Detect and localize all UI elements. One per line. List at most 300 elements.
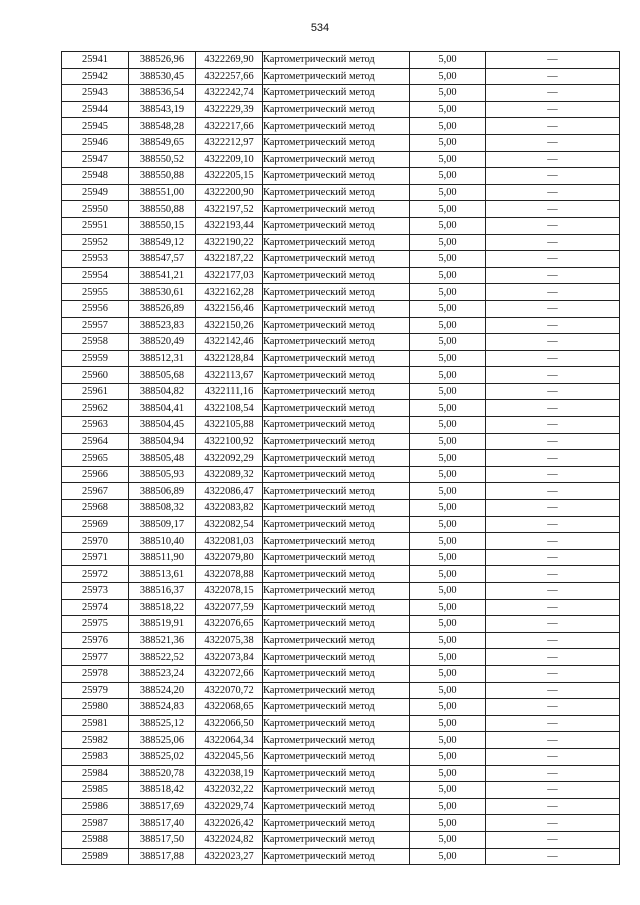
table-row <box>62 201 620 218</box>
accuracy-cell: 5,00 <box>410 433 486 450</box>
point-number-cell: 25989 <box>62 848 129 865</box>
method-cell: Картометрический метод <box>263 118 410 135</box>
x-coordinate-cell: 388516,37 <box>129 583 196 600</box>
point-number-cell: 25974 <box>62 599 129 616</box>
table-row <box>62 583 620 600</box>
accuracy-cell: 5,00 <box>410 400 486 417</box>
accuracy-cell: 5,00 <box>410 699 486 716</box>
method-cell: Картометрический метод <box>263 682 410 699</box>
accuracy-cell: 5,00 <box>410 815 486 832</box>
point-number-cell: 25953 <box>62 251 129 268</box>
y-coordinate-cell: 4322068,65 <box>196 699 263 716</box>
y-coordinate-cell: 4322081,03 <box>196 533 263 550</box>
x-coordinate-cell: 388549,12 <box>129 234 196 251</box>
y-coordinate-cell: 4322111,16 <box>196 383 263 400</box>
table-row <box>62 334 620 351</box>
note-cell: — <box>486 815 620 832</box>
y-coordinate-cell: 4322212,97 <box>196 134 263 151</box>
table-row <box>62 500 620 517</box>
note-cell: — <box>486 68 620 85</box>
x-coordinate-cell: 388518,42 <box>129 782 196 799</box>
note-cell: — <box>486 284 620 301</box>
point-number-cell: 25980 <box>62 699 129 716</box>
accuracy-cell: 5,00 <box>410 184 486 201</box>
table-row <box>62 367 620 384</box>
accuracy-cell: 5,00 <box>410 383 486 400</box>
table-row <box>62 168 620 185</box>
accuracy-cell: 5,00 <box>410 234 486 251</box>
table-row <box>62 101 620 118</box>
table-row <box>62 251 620 268</box>
y-coordinate-cell: 4322217,66 <box>196 118 263 135</box>
table-row <box>62 632 620 649</box>
method-cell: Картометрический метод <box>263 168 410 185</box>
y-coordinate-cell: 4322162,28 <box>196 284 263 301</box>
table-row <box>62 267 620 284</box>
point-number-cell: 25982 <box>62 732 129 749</box>
y-coordinate-cell: 4322190,22 <box>196 234 263 251</box>
point-number-cell: 25973 <box>62 583 129 600</box>
x-coordinate-cell: 388505,68 <box>129 367 196 384</box>
point-number-cell: 25984 <box>62 765 129 782</box>
accuracy-cell: 5,00 <box>410 831 486 848</box>
table-row <box>62 317 620 334</box>
point-number-cell: 25972 <box>62 566 129 583</box>
x-coordinate-cell: 388517,88 <box>129 848 196 865</box>
method-cell: Картометрический метод <box>263 616 410 633</box>
y-coordinate-cell: 4322038,19 <box>196 765 263 782</box>
method-cell: Картометрический метод <box>263 251 410 268</box>
x-coordinate-cell: 388505,48 <box>129 450 196 467</box>
point-number-cell: 25987 <box>62 815 129 832</box>
table-row <box>62 533 620 550</box>
x-coordinate-cell: 388508,32 <box>129 500 196 517</box>
method-cell: Картометрический метод <box>263 815 410 832</box>
accuracy-cell: 5,00 <box>410 500 486 517</box>
x-coordinate-cell: 388520,49 <box>129 334 196 351</box>
method-cell: Картометрический метод <box>263 715 410 732</box>
x-coordinate-cell: 388522,52 <box>129 649 196 666</box>
x-coordinate-cell: 388504,94 <box>129 433 196 450</box>
x-coordinate-cell: 388504,45 <box>129 417 196 434</box>
point-number-cell: 25943 <box>62 85 129 102</box>
table-row <box>62 549 620 566</box>
y-coordinate-cell: 4322083,82 <box>196 500 263 517</box>
accuracy-cell: 5,00 <box>410 549 486 566</box>
method-cell: Картометрический метод <box>263 748 410 765</box>
x-coordinate-cell: 388504,41 <box>129 400 196 417</box>
accuracy-cell: 5,00 <box>410 217 486 234</box>
note-cell: — <box>486 118 620 135</box>
table-row <box>62 682 620 699</box>
x-coordinate-cell: 388550,88 <box>129 168 196 185</box>
method-cell: Картометрический метод <box>263 151 410 168</box>
method-cell: Картометрический метод <box>263 765 410 782</box>
y-coordinate-cell: 4322078,88 <box>196 566 263 583</box>
point-number-cell: 25983 <box>62 748 129 765</box>
method-cell: Картометрический метод <box>263 516 410 533</box>
y-coordinate-cell: 4322108,54 <box>196 400 263 417</box>
x-coordinate-cell: 388548,28 <box>129 118 196 135</box>
accuracy-cell: 5,00 <box>410 715 486 732</box>
point-number-cell: 25955 <box>62 284 129 301</box>
note-cell: — <box>486 184 620 201</box>
accuracy-cell: 5,00 <box>410 168 486 185</box>
method-cell: Картометрический метод <box>263 483 410 500</box>
table-row <box>62 599 620 616</box>
x-coordinate-cell: 388518,22 <box>129 599 196 616</box>
coordinates-table <box>61 51 620 865</box>
method-cell: Картометрический метод <box>263 798 410 815</box>
method-cell: Картометрический метод <box>263 632 410 649</box>
point-number-cell: 25975 <box>62 616 129 633</box>
point-number-cell: 25966 <box>62 466 129 483</box>
note-cell: — <box>486 367 620 384</box>
x-coordinate-cell: 388526,96 <box>129 52 196 69</box>
y-coordinate-cell: 4322079,80 <box>196 549 263 566</box>
table-row <box>62 383 620 400</box>
y-coordinate-cell: 4322076,65 <box>196 616 263 633</box>
y-coordinate-cell: 4322023,27 <box>196 848 263 865</box>
accuracy-cell: 5,00 <box>410 748 486 765</box>
accuracy-cell: 5,00 <box>410 317 486 334</box>
x-coordinate-cell: 388513,61 <box>129 566 196 583</box>
accuracy-cell: 5,00 <box>410 599 486 616</box>
x-coordinate-cell: 388517,69 <box>129 798 196 815</box>
y-coordinate-cell: 4322269,90 <box>196 52 263 69</box>
accuracy-cell: 5,00 <box>410 367 486 384</box>
note-cell: — <box>486 334 620 351</box>
x-coordinate-cell: 388517,50 <box>129 831 196 848</box>
y-coordinate-cell: 4322209,10 <box>196 151 263 168</box>
table-row <box>62 417 620 434</box>
y-coordinate-cell: 4322078,15 <box>196 583 263 600</box>
x-coordinate-cell: 388550,15 <box>129 217 196 234</box>
y-coordinate-cell: 4322150,26 <box>196 317 263 334</box>
table-row <box>62 284 620 301</box>
point-number-cell: 25965 <box>62 450 129 467</box>
y-coordinate-cell: 4322092,29 <box>196 450 263 467</box>
point-number-cell: 25942 <box>62 68 129 85</box>
point-number-cell: 25945 <box>62 118 129 135</box>
table-row <box>62 118 620 135</box>
method-cell: Картометрический метод <box>263 68 410 85</box>
point-number-cell: 25957 <box>62 317 129 334</box>
x-coordinate-cell: 388519,91 <box>129 616 196 633</box>
point-number-cell: 25952 <box>62 234 129 251</box>
method-cell: Картометрический метод <box>263 599 410 616</box>
x-coordinate-cell: 388524,83 <box>129 699 196 716</box>
note-cell: — <box>486 350 620 367</box>
method-cell: Картометрический метод <box>263 500 410 517</box>
accuracy-cell: 5,00 <box>410 284 486 301</box>
table-row <box>62 433 620 450</box>
y-coordinate-cell: 4322073,84 <box>196 649 263 666</box>
accuracy-cell: 5,00 <box>410 566 486 583</box>
table-row <box>62 616 620 633</box>
method-cell: Картометрический метод <box>263 134 410 151</box>
method-cell: Картометрический метод <box>263 466 410 483</box>
point-number-cell: 25960 <box>62 367 129 384</box>
table-row <box>62 184 620 201</box>
note-cell: — <box>486 516 620 533</box>
accuracy-cell: 5,00 <box>410 583 486 600</box>
accuracy-cell: 5,00 <box>410 134 486 151</box>
note-cell: — <box>486 417 620 434</box>
note-cell: — <box>486 782 620 799</box>
y-coordinate-cell: 4322187,22 <box>196 251 263 268</box>
accuracy-cell: 5,00 <box>410 848 486 865</box>
note-cell: — <box>486 748 620 765</box>
y-coordinate-cell: 4322156,46 <box>196 300 263 317</box>
note-cell: — <box>486 433 620 450</box>
table-row <box>62 848 620 865</box>
table-row <box>62 732 620 749</box>
method-cell: Картометрический метод <box>263 848 410 865</box>
method-cell: Картометрический метод <box>263 317 410 334</box>
method-cell: Картометрический метод <box>263 201 410 218</box>
accuracy-cell: 5,00 <box>410 300 486 317</box>
accuracy-cell: 5,00 <box>410 649 486 666</box>
point-number-cell: 25976 <box>62 632 129 649</box>
x-coordinate-cell: 388511,90 <box>129 549 196 566</box>
x-coordinate-cell: 388524,20 <box>129 682 196 699</box>
table-row <box>62 483 620 500</box>
point-number-cell: 25979 <box>62 682 129 699</box>
table-row <box>62 450 620 467</box>
note-cell: — <box>486 251 620 268</box>
method-cell: Картометрический метод <box>263 549 410 566</box>
method-cell: Картометрический метод <box>263 300 410 317</box>
y-coordinate-cell: 4322032,22 <box>196 782 263 799</box>
x-coordinate-cell: 388550,52 <box>129 151 196 168</box>
point-number-cell: 25978 <box>62 665 129 682</box>
table-row <box>62 466 620 483</box>
point-number-cell: 25969 <box>62 516 129 533</box>
table-row <box>62 831 620 848</box>
y-coordinate-cell: 4322045,56 <box>196 748 263 765</box>
note-cell: — <box>486 267 620 284</box>
point-number-cell: 25959 <box>62 350 129 367</box>
point-number-cell: 25951 <box>62 217 129 234</box>
note-cell: — <box>486 400 620 417</box>
table-row <box>62 798 620 815</box>
x-coordinate-cell: 388521,36 <box>129 632 196 649</box>
y-coordinate-cell: 4322128,84 <box>196 350 263 367</box>
accuracy-cell: 5,00 <box>410 665 486 682</box>
point-number-cell: 25949 <box>62 184 129 201</box>
x-coordinate-cell: 388530,45 <box>129 68 196 85</box>
note-cell: — <box>486 217 620 234</box>
accuracy-cell: 5,00 <box>410 417 486 434</box>
point-number-cell: 25967 <box>62 483 129 500</box>
table-row <box>62 85 620 102</box>
point-number-cell: 25956 <box>62 300 129 317</box>
table-row <box>62 748 620 765</box>
method-cell: Картометрический метод <box>263 649 410 666</box>
method-cell: Картометрический метод <box>263 383 410 400</box>
y-coordinate-cell: 4322077,59 <box>196 599 263 616</box>
x-coordinate-cell: 388506,89 <box>129 483 196 500</box>
page-number: 534 <box>310 22 330 34</box>
x-coordinate-cell: 388551,00 <box>129 184 196 201</box>
point-number-cell: 25947 <box>62 151 129 168</box>
accuracy-cell: 5,00 <box>410 533 486 550</box>
table-row <box>62 815 620 832</box>
y-coordinate-cell: 4322177,03 <box>196 267 263 284</box>
method-cell: Картометрический метод <box>263 101 410 118</box>
point-number-cell: 25962 <box>62 400 129 417</box>
method-cell: Картометрический метод <box>263 417 410 434</box>
accuracy-cell: 5,00 <box>410 251 486 268</box>
note-cell: — <box>486 798 620 815</box>
x-coordinate-cell: 388550,88 <box>129 201 196 218</box>
y-coordinate-cell: 4322100,92 <box>196 433 263 450</box>
method-cell: Картометрический метод <box>263 234 410 251</box>
note-cell: — <box>486 765 620 782</box>
method-cell: Картометрический метод <box>263 831 410 848</box>
y-coordinate-cell: 4322024,82 <box>196 831 263 848</box>
method-cell: Картометрический метод <box>263 583 410 600</box>
x-coordinate-cell: 388525,02 <box>129 748 196 765</box>
note-cell: — <box>486 85 620 102</box>
x-coordinate-cell: 388543,19 <box>129 101 196 118</box>
note-cell: — <box>486 848 620 865</box>
accuracy-cell: 5,00 <box>410 466 486 483</box>
point-number-cell: 25963 <box>62 417 129 434</box>
point-number-cell: 25964 <box>62 433 129 450</box>
accuracy-cell: 5,00 <box>410 52 486 69</box>
note-cell: — <box>486 101 620 118</box>
point-number-cell: 25950 <box>62 201 129 218</box>
y-coordinate-cell: 4322072,66 <box>196 665 263 682</box>
note-cell: — <box>486 682 620 699</box>
accuracy-cell: 5,00 <box>410 201 486 218</box>
point-number-cell: 25946 <box>62 134 129 151</box>
accuracy-cell: 5,00 <box>410 101 486 118</box>
point-number-cell: 25977 <box>62 649 129 666</box>
y-coordinate-cell: 4322105,88 <box>196 417 263 434</box>
note-cell: — <box>486 549 620 566</box>
point-number-cell: 25961 <box>62 383 129 400</box>
accuracy-cell: 5,00 <box>410 267 486 284</box>
x-coordinate-cell: 388525,06 <box>129 732 196 749</box>
note-cell: — <box>486 533 620 550</box>
y-coordinate-cell: 4322142,46 <box>196 334 263 351</box>
point-number-cell: 25981 <box>62 715 129 732</box>
note-cell: — <box>486 665 620 682</box>
x-coordinate-cell: 388547,57 <box>129 251 196 268</box>
accuracy-cell: 5,00 <box>410 682 486 699</box>
note-cell: — <box>486 566 620 583</box>
table-row <box>62 400 620 417</box>
method-cell: Картометрический метод <box>263 400 410 417</box>
accuracy-cell: 5,00 <box>410 616 486 633</box>
note-cell: — <box>486 699 620 716</box>
y-coordinate-cell: 4322066,50 <box>196 715 263 732</box>
method-cell: Картометрический метод <box>263 267 410 284</box>
point-number-cell: 25954 <box>62 267 129 284</box>
accuracy-cell: 5,00 <box>410 334 486 351</box>
x-coordinate-cell: 388549,65 <box>129 134 196 151</box>
accuracy-cell: 5,00 <box>410 151 486 168</box>
x-coordinate-cell: 388536,54 <box>129 85 196 102</box>
note-cell: — <box>486 466 620 483</box>
accuracy-cell: 5,00 <box>410 350 486 367</box>
point-number-cell: 25941 <box>62 52 129 69</box>
y-coordinate-cell: 4322089,32 <box>196 466 263 483</box>
table-row <box>62 52 620 69</box>
point-number-cell: 25971 <box>62 549 129 566</box>
method-cell: Картометрический метод <box>263 217 410 234</box>
method-cell: Картометрический метод <box>263 450 410 467</box>
note-cell: — <box>486 649 620 666</box>
table-row <box>62 134 620 151</box>
table-row <box>62 765 620 782</box>
y-coordinate-cell: 4322205,15 <box>196 168 263 185</box>
note-cell: — <box>486 583 620 600</box>
table-row <box>62 649 620 666</box>
table-row <box>62 151 620 168</box>
table-row <box>62 566 620 583</box>
note-cell: — <box>486 383 620 400</box>
x-coordinate-cell: 388523,83 <box>129 317 196 334</box>
table-row <box>62 516 620 533</box>
method-cell: Картометрический метод <box>263 782 410 799</box>
accuracy-cell: 5,00 <box>410 516 486 533</box>
y-coordinate-cell: 4322229,39 <box>196 101 263 118</box>
method-cell: Картометрический метод <box>263 350 410 367</box>
x-coordinate-cell: 388525,12 <box>129 715 196 732</box>
accuracy-cell: 5,00 <box>410 483 486 500</box>
x-coordinate-cell: 388520,78 <box>129 765 196 782</box>
note-cell: — <box>486 134 620 151</box>
table-row <box>62 782 620 799</box>
accuracy-cell: 5,00 <box>410 85 486 102</box>
method-cell: Картометрический метод <box>263 566 410 583</box>
x-coordinate-cell: 388530,61 <box>129 284 196 301</box>
accuracy-cell: 5,00 <box>410 450 486 467</box>
note-cell: — <box>486 168 620 185</box>
accuracy-cell: 5,00 <box>410 632 486 649</box>
method-cell: Картометрический метод <box>263 184 410 201</box>
y-coordinate-cell: 4322070,72 <box>196 682 263 699</box>
y-coordinate-cell: 4322242,74 <box>196 85 263 102</box>
method-cell: Картометрический метод <box>263 732 410 749</box>
note-cell: — <box>486 450 620 467</box>
y-coordinate-cell: 4322200,90 <box>196 184 263 201</box>
note-cell: — <box>486 616 620 633</box>
point-number-cell: 25968 <box>62 500 129 517</box>
table-row <box>62 350 620 367</box>
x-coordinate-cell: 388523,24 <box>129 665 196 682</box>
method-cell: Картометрический метод <box>263 533 410 550</box>
note-cell: — <box>486 732 620 749</box>
y-coordinate-cell: 4322197,52 <box>196 201 263 218</box>
accuracy-cell: 5,00 <box>410 798 486 815</box>
method-cell: Картометрический метод <box>263 85 410 102</box>
method-cell: Картометрический метод <box>263 367 410 384</box>
table-row <box>62 300 620 317</box>
method-cell: Картометрический метод <box>263 665 410 682</box>
table-row <box>62 234 620 251</box>
point-number-cell: 25970 <box>62 533 129 550</box>
x-coordinate-cell: 388526,89 <box>129 300 196 317</box>
point-number-cell: 25958 <box>62 334 129 351</box>
method-cell: Картометрический метод <box>263 334 410 351</box>
y-coordinate-cell: 4322082,54 <box>196 516 263 533</box>
x-coordinate-cell: 388517,40 <box>129 815 196 832</box>
